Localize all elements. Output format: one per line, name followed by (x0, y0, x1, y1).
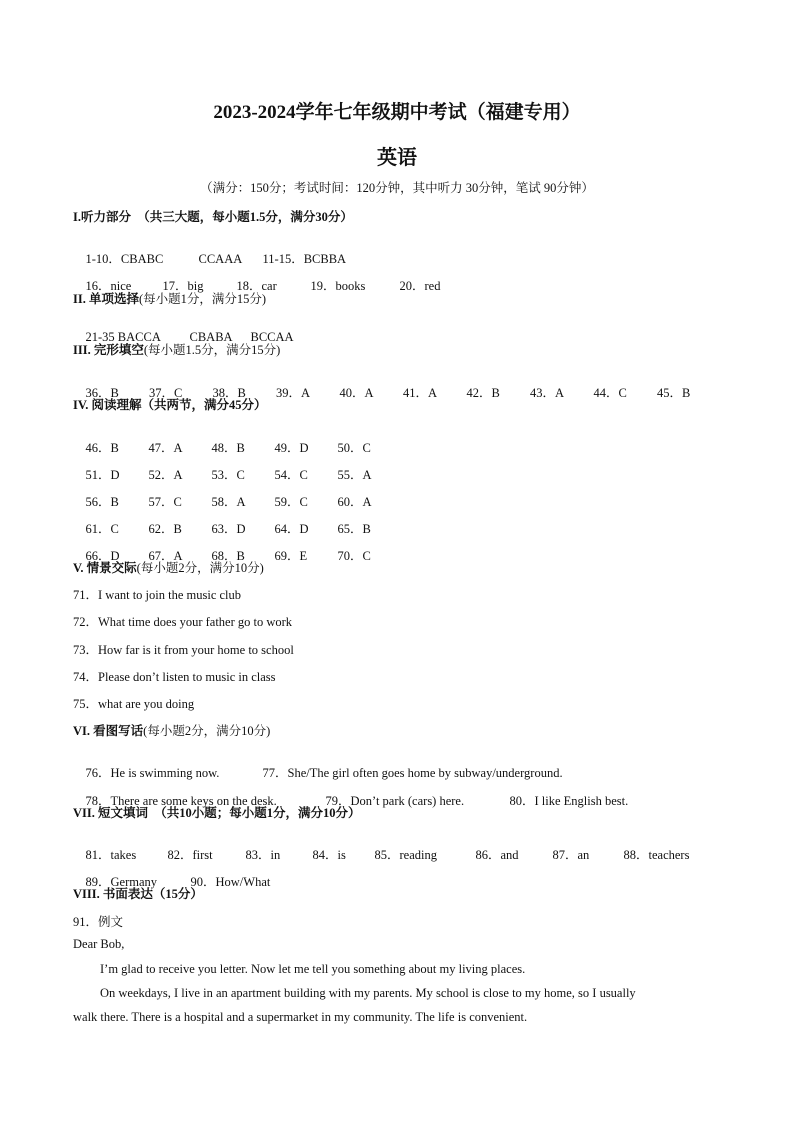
answer-cell: 11-15．BCBBA (262, 252, 347, 266)
answer-cell: 47．A (148, 441, 183, 455)
sample-essay-label: 91．例文 (73, 915, 124, 929)
answer-cell: 69．E (274, 549, 308, 563)
answer-cell: 60．A (337, 495, 372, 509)
answer-cell: 76．He is swimming now. (85, 766, 220, 780)
answer-cell: 38．B (212, 386, 246, 400)
answer-cell: 41．A (403, 386, 438, 400)
answer-cell: 65．B (337, 522, 371, 536)
answer-cell: 48．B (211, 441, 245, 455)
answer-cell: 43．A (530, 386, 565, 400)
document-title: 2023-2024学年七年级期中考试（福建专用） (213, 102, 581, 123)
answer-cell: 89．Germany (85, 875, 158, 889)
section-5-heading (73, 558, 264, 576)
answer-cell: 55．A (337, 468, 372, 482)
answer-item: 71．I want to join the music club (73, 588, 242, 602)
answer-cell: 21-35 BACCA (85, 330, 161, 344)
section-3-title: III. 完形填空 (73, 343, 144, 357)
answer-cell: 42．B (466, 386, 500, 400)
answer-cell: 51．D (85, 468, 120, 482)
answer-cell: 20．red (399, 279, 441, 293)
answer-item: 75．what are you doing (73, 697, 195, 711)
answer-cell: 61．C (85, 522, 119, 536)
answer-cell: 80．I like English best. (509, 794, 629, 808)
answer-cell: 70．C (337, 549, 371, 563)
answer-cell: 57．C (148, 495, 182, 509)
section-2-heading (73, 289, 266, 307)
answer-cell: 19．books (310, 279, 366, 293)
essay-paragraph: On weekdays, I live in an apartment building with my parents. My school is close to my home, so I usually (100, 986, 636, 1000)
answer-cell: 1-10．CBABC (85, 252, 164, 266)
section-6-heading (73, 721, 270, 739)
answer-cell: 77．She/The girl often goes home by subway/underground. (262, 766, 563, 780)
answer-cell: 66．D (85, 549, 120, 563)
answer-cell: 40．A (339, 386, 374, 400)
section-5-title: V. 情景交际 (73, 561, 137, 575)
answer-cell: 64．D (274, 522, 309, 536)
answer-cell: BCCAA (250, 330, 294, 344)
answer-item: 74．Please don’t listen to music in class (73, 670, 276, 684)
answer-cell: 88．teachers (623, 848, 690, 862)
answer-cell: 86．and (475, 848, 519, 862)
section-5-note: (每小题2分，满分10分) (136, 561, 264, 575)
section-4-heading: IV. 阅读理解（共两节，满分45分） (73, 398, 267, 412)
section-2-title: II. 单项选择 (73, 292, 139, 306)
answer-cell: 49．D (274, 441, 309, 455)
answer-cell: 52．A (148, 468, 183, 482)
exam-info: （满分：150分；考试时间：120分钟，其中听力 30分钟，笔试 90分钟） (200, 181, 594, 195)
answer-cell: 90．How/What (190, 875, 271, 889)
answer-cell: 54．C (274, 468, 308, 482)
answer-cell: 78．There are some keys on the desk. (85, 794, 277, 808)
answer-cell: 81．takes (85, 848, 137, 862)
answer-cell: 87．an (552, 848, 590, 862)
answer-cell: 53．C (211, 468, 245, 482)
answer-cell: 16．nice (85, 279, 132, 293)
answer-cell: 84．is (312, 848, 346, 862)
answer-cell: 44．C (593, 386, 627, 400)
answer-cell: 79．Don’t park (cars) here. (325, 794, 465, 808)
essay-paragraph: I’m glad to receive you letter. Now let me tell you something about my living places. (100, 962, 526, 976)
section-1-heading: I.听力部分 （共三大题，每小题1.5分，满分30分） (73, 210, 353, 224)
answer-cell: 58．A (211, 495, 246, 509)
answer-cell: 50．C (337, 441, 371, 455)
answer-cell: 56．B (85, 495, 119, 509)
answer-cell: CCAAA (198, 252, 243, 266)
section-7-heading: VII. 短文填词 （共10小题；每小题1分，满分10分） (73, 806, 361, 820)
section-3-note: (每小题1.5分，满分15分) (143, 343, 281, 357)
section-6-note: (每小题2分，满分10分) (143, 724, 271, 738)
answer-cell: 39．A (276, 386, 311, 400)
section-6-title: VI. 看图写话 (73, 724, 144, 738)
answer-cell: 67．A (148, 549, 183, 563)
answer-cell: 46．B (85, 441, 119, 455)
answer-item: 73．How far is it from your home to school (73, 643, 294, 657)
answer-cell: 59．C (274, 495, 308, 509)
section-3-heading (73, 340, 280, 358)
answer-cell: 37．C (149, 386, 183, 400)
answer-cell: 85．reading (374, 848, 437, 862)
answer-cell: 17．big (162, 279, 204, 293)
answer-cell: 36．B (85, 386, 119, 400)
answer-cell: 62．B (148, 522, 182, 536)
section-2-note: (每小题1分，满分15分) (138, 292, 267, 306)
answer-cell: 82．first (167, 848, 213, 862)
essay-paragraph-continued: walk there. There is a hospital and a supermarket in my community. The life is convenient. (73, 1010, 528, 1024)
answer-cell: 18．car (236, 279, 277, 293)
answer-cell: 83．in (245, 848, 281, 862)
answer-cell: 45．B (657, 386, 691, 400)
answer-cell: 68．B (211, 549, 245, 563)
subject-title: 英语 (377, 147, 417, 169)
answer-cell: 63．D (211, 522, 246, 536)
section-8-heading: VIII. 书面表达（15分） (73, 887, 203, 901)
answer-item: 72．What time does your father go to work (73, 615, 293, 629)
essay-greeting: Dear Bob, (73, 937, 125, 951)
answer-cell: CBABA (189, 330, 233, 344)
